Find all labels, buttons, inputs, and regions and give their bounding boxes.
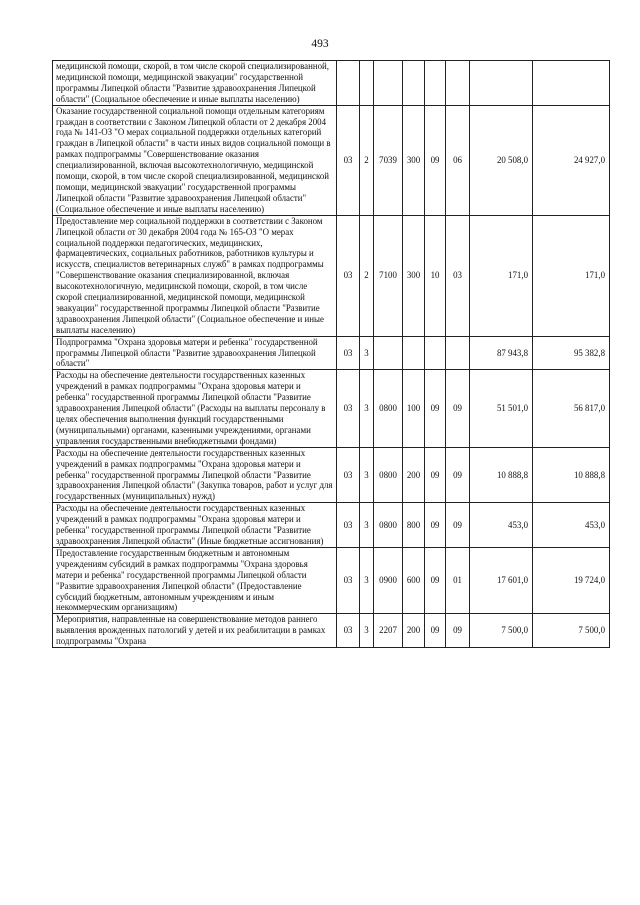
- table-row: [53, 503, 610, 548]
- table-row: [53, 370, 610, 447]
- row-description: Предоставление государственным бюджетным и автономным учреждениям субсидий в рамках подпрограммы "Охрана здоровья матери и ребенка" государственной программы Липецкой области "Развитие здравоохранения Липецкой области" (Предоставление субсидий бюджетным, автономным учреждениям и иным некоммерческим организациям): [53, 547, 337, 613]
- section-cell: 09: [425, 105, 446, 215]
- program-code-cell: 03: [337, 447, 360, 503]
- program-code-cell: 03: [337, 547, 360, 613]
- expense-type-cell: 800: [403, 503, 425, 548]
- item-code-cell: 0900: [374, 547, 403, 613]
- amount-year1-cell: 87 943,8: [470, 336, 533, 370]
- amount-year1-cell: 10 888,8: [470, 447, 533, 503]
- table-row: [53, 336, 610, 370]
- page-number: 493: [311, 38, 329, 50]
- expense-type-cell: 200: [403, 447, 425, 503]
- row-description: Подпрограмма "Охрана здоровья матери и ребенка" государственной программы Липецкой области "Развитие здравоохранения Липецкой области": [53, 336, 337, 370]
- subsection-cell: 06: [446, 105, 470, 215]
- program-code-cell: 03: [337, 336, 360, 370]
- subprogram-code-cell: 3: [360, 503, 374, 548]
- section-cell: [425, 336, 446, 370]
- amount-year2-cell: 95 382,8: [533, 336, 610, 370]
- amount-year1-cell: 171,0: [470, 215, 533, 336]
- table-row: [53, 61, 610, 106]
- section-cell: 09: [425, 547, 446, 613]
- amount-year2-cell: 19 724,0: [533, 547, 610, 613]
- subprogram-code-cell: 2: [360, 105, 374, 215]
- expense-type-cell: 300: [403, 105, 425, 215]
- item-code-cell: 0800: [374, 447, 403, 503]
- program-code-cell: 03: [337, 614, 360, 648]
- amount-year2-cell: 10 888,8: [533, 447, 610, 503]
- subsection-cell: 09: [446, 370, 470, 447]
- subsection-cell: 03: [446, 215, 470, 336]
- expense-type-cell: [403, 336, 425, 370]
- subsection-cell: 09: [446, 503, 470, 548]
- subprogram-code-cell: 3: [360, 336, 374, 370]
- item-code-cell: [374, 61, 403, 106]
- item-code-cell: 7100: [374, 215, 403, 336]
- row-description: Расходы на обеспечение деятельности государственных казенных учреждений в рамках подпрограммы "Охрана здоровья матери и ребенка" государственной программы Липецкой области "Развитие здравоохранения Липецкой области" (Расходы на выплаты персоналу в целях обеспечения выполнения функций государственными (муниципальными) органами, казенными учреждениями, органами управления государственными внебюджетными фондами): [53, 370, 337, 447]
- program-code-cell: 03: [337, 215, 360, 336]
- item-code-cell: [374, 336, 403, 370]
- subsection-cell: 09: [446, 447, 470, 503]
- subprogram-code-cell: 3: [360, 547, 374, 613]
- amount-year1-cell: 17 601,0: [470, 547, 533, 613]
- amount-year2-cell: 453,0: [533, 503, 610, 548]
- amount-year2-cell: 171,0: [533, 215, 610, 336]
- expense-type-cell: 200: [403, 614, 425, 648]
- expense-type-cell: 300: [403, 215, 425, 336]
- row-description: Расходы на обеспечение деятельности государственных казенных учреждений в рамках подпрограммы "Охрана здоровья матери и ребенка" государственной программы Липецкой области "Развитие здравоохранения Липецкой области" (Иные бюджетные ассигнования): [53, 503, 337, 548]
- subprogram-code-cell: 3: [360, 447, 374, 503]
- amount-year1-cell: [470, 61, 533, 106]
- item-code-cell: 0800: [374, 503, 403, 548]
- subsection-cell: 09: [446, 614, 470, 648]
- row-description: Расходы на обеспечение деятельности государственных казенных учреждений в рамках подпрограммы "Охрана здоровья матери и ребенка" государственной программы Липецкой области "Развитие здравоохранения Липецкой области" (Закупка товаров, работ и услуг для государственных (муниципальных) нужд): [53, 447, 337, 503]
- amount-year1-cell: 51 501,0: [470, 370, 533, 447]
- item-code-cell: 7039: [374, 105, 403, 215]
- table-row: [53, 215, 610, 336]
- budget-table: [52, 60, 610, 648]
- section-cell: [425, 61, 446, 106]
- program-code-cell: [337, 61, 360, 106]
- section-cell: 09: [425, 614, 446, 648]
- table-row: [53, 447, 610, 503]
- section-cell: 10: [425, 215, 446, 336]
- item-code-cell: 0800: [374, 370, 403, 447]
- amount-year2-cell: 24 927,0: [533, 105, 610, 215]
- subsection-cell: [446, 336, 470, 370]
- subprogram-code-cell: 3: [360, 370, 374, 447]
- section-cell: 09: [425, 503, 446, 548]
- program-code-cell: 03: [337, 503, 360, 548]
- subprogram-code-cell: 3: [360, 614, 374, 648]
- amount-year1-cell: 20 508,0: [470, 105, 533, 215]
- table-row: [53, 105, 610, 215]
- expense-type-cell: 100: [403, 370, 425, 447]
- item-code-cell: 2207: [374, 614, 403, 648]
- section-cell: 09: [425, 370, 446, 447]
- subsection-cell: [446, 61, 470, 106]
- amount-year1-cell: 7 500,0: [470, 614, 533, 648]
- row-description: Оказание государственной социальной помощи отдельным категориям граждан в соответствии с Законом Липецкой области от 2 декабря 2004 года № 141-ОЗ "О мерах социальной поддержки отдельных категорий граждан в Липецкой области" в части иных видов социальной помощи в рамках подпрограммы "Совершенствование оказания специализированной, включая высокотехнологичную, медицинской помощи, скорой, в том числе скорой специализированной, медицинской помощи, медицинской эвакуации" государственной программы Липецкой области "Развитие здравоохранения Липецкой области" (Социальное обеспечение и иные выплаты населению): [53, 105, 337, 215]
- amount-year2-cell: 7 500,0: [533, 614, 610, 648]
- row-description: Мероприятия, направленные на совершенствование методов раннего выявления врожденных патологий у детей и их реабилитации в рамках подпрограммы "Охрана: [53, 614, 337, 648]
- row-description: Предоставление мер социальной поддержки в соответствии с Законом Липецкой области от 30 декабря 2004 года № 165-ОЗ "О мерах социальной поддержки педагогических, медицинских, фармацевтических, социальных работников, работников культуры и искусств, специалистов ветеринарных служб" в рамках подпрограммы "Совершенствование оказания специализированной, включая высокотехнологичную, медицинской помощи, скорой, в том числе скорой специализированной, медицинской помощи, медицинской эвакуации" государственной программы Липецкой области "Развитие здравоохранения Липецкой области" (Социальное обеспечение и иные выплаты населению): [53, 215, 337, 336]
- amount-year1-cell: 453,0: [470, 503, 533, 548]
- subsection-cell: 01: [446, 547, 470, 613]
- amount-year2-cell: 56 817,0: [533, 370, 610, 447]
- table-row: [53, 547, 610, 613]
- program-code-cell: 03: [337, 370, 360, 447]
- expense-type-cell: [403, 61, 425, 106]
- section-cell: 09: [425, 447, 446, 503]
- subprogram-code-cell: [360, 61, 374, 106]
- row-description: медицинской помощи, скорой, в том числе скорой специализированной, медицинской помощи, медицинской эвакуации" государственной программы Липецкой области "Развитие здравоохранения Липецкой области" (Социальное обеспечение и иные выплаты населению): [53, 61, 337, 106]
- table-row: [53, 614, 610, 648]
- amount-year2-cell: [533, 61, 610, 106]
- subprogram-code-cell: 2: [360, 215, 374, 336]
- program-code-cell: 03: [337, 105, 360, 215]
- expense-type-cell: 600: [403, 547, 425, 613]
